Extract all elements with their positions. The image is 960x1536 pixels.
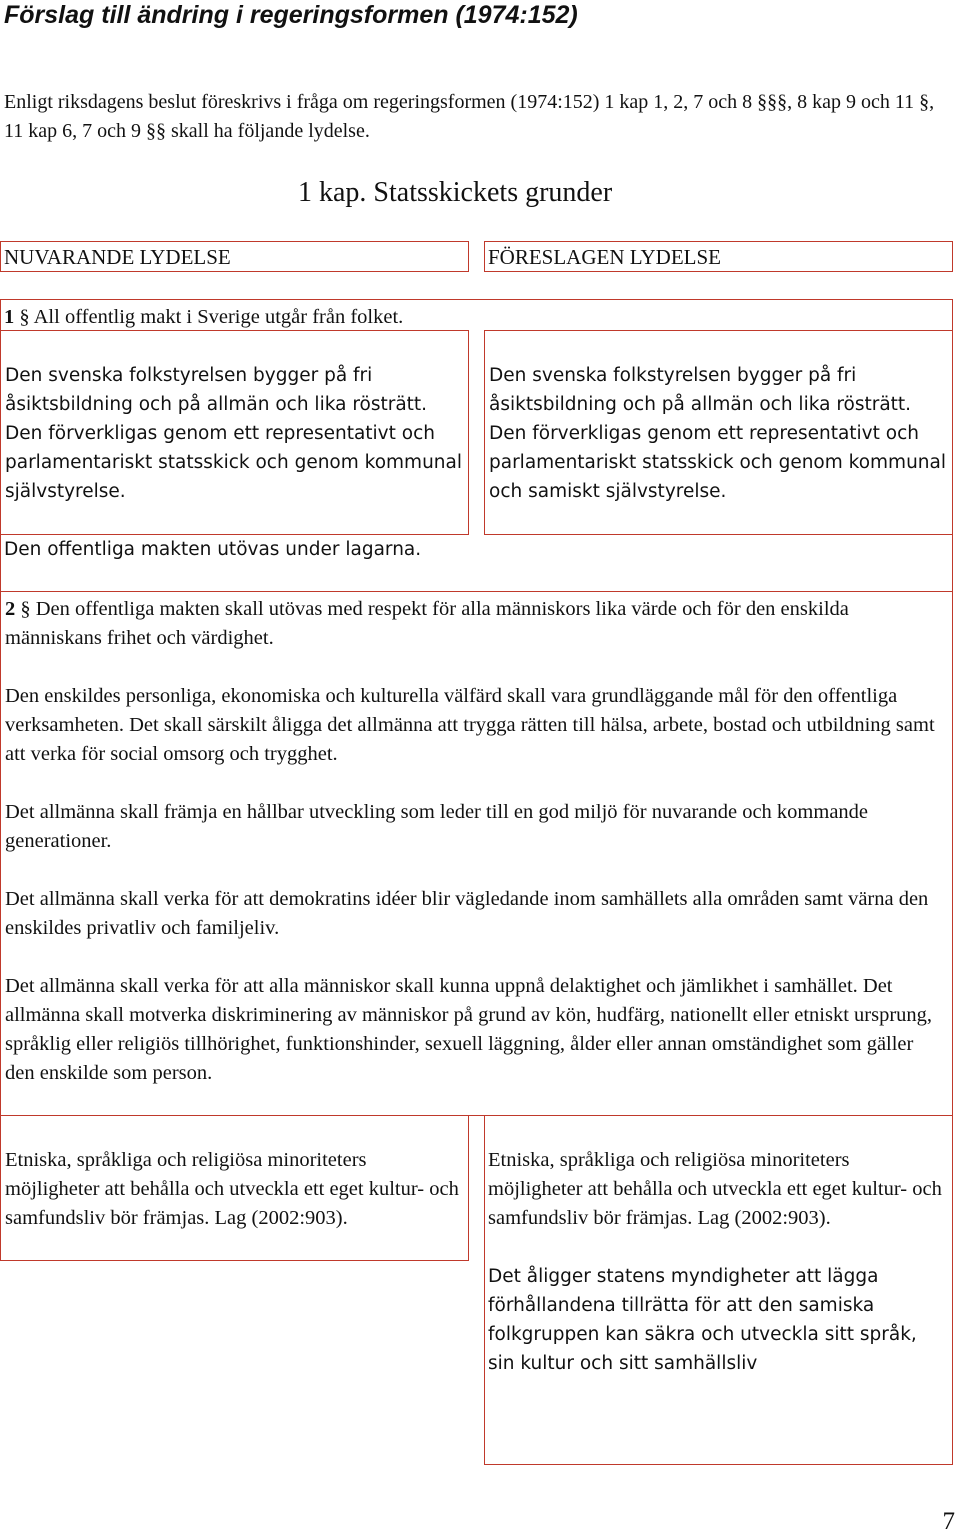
current-minorities-box xyxy=(0,1115,469,1261)
section-number: 2 xyxy=(5,598,16,620)
current-paragraph: Den svenska folkstyrelsen bygger på fri åsiktsbildning och på allmän och lika rösträtt. Den förverkligas genom ett representativt och parlamentariskt statsskick och genom kommunal självstyrelse. xyxy=(5,365,462,502)
section-2-paragraph xyxy=(5,595,944,653)
section-1-heading xyxy=(4,303,403,332)
section-2-content xyxy=(1,592,952,1088)
intro-text: Enligt riksdagens beslut föreskrivs i fråga om regeringsformen (1974:152) 1 kap 1, 2, 7 och 8 §§§, 8 kap 9 och 11 §, 11 kap 6, 7 och 9 §§ skall ha följande lydelse. xyxy=(4,91,935,142)
section-number: 1 xyxy=(4,306,15,328)
section-2-paragraph: Det allmänna skall verka för att alla människor skall kunna uppnå delaktighet och jämlikhet i samhället. Det allmänna skall motverka diskriminering av människor på grund av kön, hudfärg, nationellt eller etniskt ursprung, språklig eller religiös tillhörighet, funktionshinder, sexuell läggning, ålder eller annan omständighet som gäller den enskilde som person. xyxy=(5,975,933,1084)
section-2-paragraph: Den enskildes personliga, ekonomiska och kulturella välfärd skall vara grundläggande mål för den offentliga verksamheten. Det skall särskilt åligga det allmänna att trygga rätten till hälsa, arbete, bostad och utbildning samt att verka för social omsorg och trygghet. xyxy=(5,685,935,765)
current-text-box xyxy=(0,330,469,535)
current-minorities-text: Etniska, språkliga och religiösa minoriteters möjligheter att behålla och utveckla ett eget kultur- och samfundsliv bör främjas. Lag (2002:903). xyxy=(5,1149,459,1229)
page-number: 7 xyxy=(942,1508,955,1535)
section-2-box xyxy=(0,591,953,1116)
section-1-closing-text: Den offentliga makten utövas under lagarna. xyxy=(4,539,422,560)
column-header-current: NUVARANDE LYDELSE xyxy=(0,241,469,272)
proposed-sami-text: Det åligger statens myndigheter att lägga förhållandena tillrätta för att den samiska folkgruppen kan säkra och utveckla sitt språk, sin kultur och sitt samhällsliv xyxy=(488,1266,917,1374)
section-2-paragraph: Det allmänna skall verka för att demokratins idéer blir vägledande inom samhällets alla områden samt värna den enskildes privatliv och familjeliv. xyxy=(5,888,929,939)
section-symbol: § xyxy=(20,598,31,620)
proposed-minorities-text: Etniska, språkliga och religiösa minoriteters möjligheter att behålla och utveckla ett eget kultur- och samfundsliv bör främjas. Lag (2002:903). xyxy=(488,1149,942,1229)
proposed-paragraph: Den svenska folkstyrelsen bygger på fri åsiktsbildning och på allmän och lika rösträtt. Den förverkligas genom ett representativt och parlamentariskt statsskick och genom kommunal och samiskt självstyrelse. xyxy=(489,365,946,502)
chapter-title: 1 kap. Statsskickets grunder xyxy=(298,177,613,208)
proposed-minorities-box xyxy=(484,1115,953,1465)
section-symbol: § xyxy=(19,306,30,328)
section-2-text: Den offentliga makten skall utövas med respekt för alla människors lika värde och för den enskilda människans frihet och värdighet. xyxy=(5,598,849,649)
proposed-text-box xyxy=(484,330,953,535)
document-heading: Förslag till ändring i regeringsformen (1974:152) xyxy=(4,1,578,29)
section-2-paragraph: Det allmänna skall främja en hållbar utveckling som leder till en god miljö för nuvarande och kommande generationer. xyxy=(5,801,869,852)
column-header-proposed: FÖRESLAGEN LYDELSE xyxy=(484,241,953,272)
section-1-text: All offentlig makt i Sverige utgår från folket. xyxy=(29,306,404,328)
